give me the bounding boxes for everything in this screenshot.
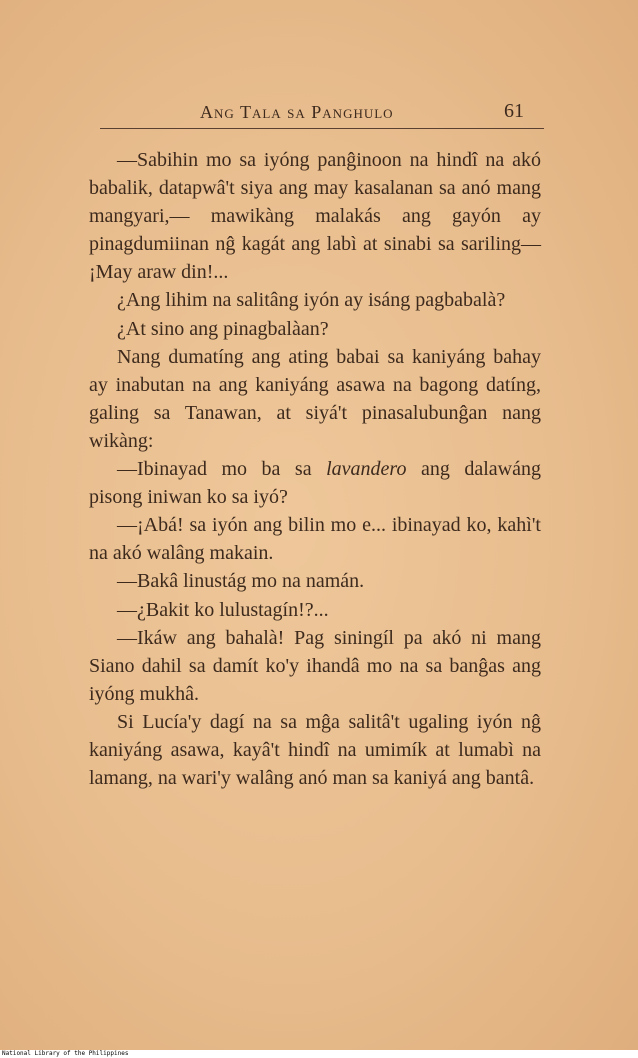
- paragraph: Nang dumatíng ang ating babai sa kaniyáng bahay ay inabutan na ang kaniyáng asawa na bagong datíng, galing sa Tanawan, at siyá't pinasalubunĝan nang wikàng:: [89, 345, 541, 452]
- paragraph: Si Lucía'y dagí na sa mĝa salitâ't ugaling iyón nĝ kaniyáng asawa, kayâ't hindî na umimík at lumabì na lamang, na wari'y walâng anó man sa kaniyá ang bantâ.: [89, 710, 541, 790]
- paragraph: —Ikáw ang bahalà! Pag siningíl pa akó ni mang Siano dahil sa damít ko'y ihandâ mo na sa banĝas ang iyóng mukhâ.: [89, 626, 541, 705]
- body-text: [89, 146, 541, 792]
- page-header: [100, 98, 544, 129]
- paragraph: ¿Ang lihim na salitâng iyón ay isáng pagbabalà?: [117, 289, 506, 312]
- paragraph: —Ibinayad mo ba sa lavandero ang dalawáng pisong iniwan ko sa iyó?: [89, 458, 541, 509]
- page-number: 61: [504, 100, 524, 122]
- paragraph: ¿At sino ang pinagbalàan?: [117, 317, 329, 340]
- italic-word: lavandero: [326, 458, 407, 481]
- paragraph: —Bakâ linustág mo na namán.: [117, 570, 365, 593]
- running-head: Ang Tala sa Panghulo: [200, 102, 394, 122]
- paragraph: —Sabihin mo sa iyóng panĝinoon na hindî na akó babalik, datapwâ't siya ang may kasalanan sa anó mang mangyari,— mawikàng malakás ang gayón ay pinagdumiinan nĝ kagát ang labì at sinabi sa sariling—¡May araw din!...: [89, 149, 541, 284]
- library-credit: National Library of the Philippines: [2, 1050, 129, 1057]
- paragraph: —¡Abá! sa iyón ang bilin mo e... ibinayad ko, kahì't na akó walâng makain.: [89, 514, 541, 565]
- paragraph: —¿Bakit ko lulustagín!?...: [117, 598, 329, 621]
- footer-strip: [0, 1050, 638, 1058]
